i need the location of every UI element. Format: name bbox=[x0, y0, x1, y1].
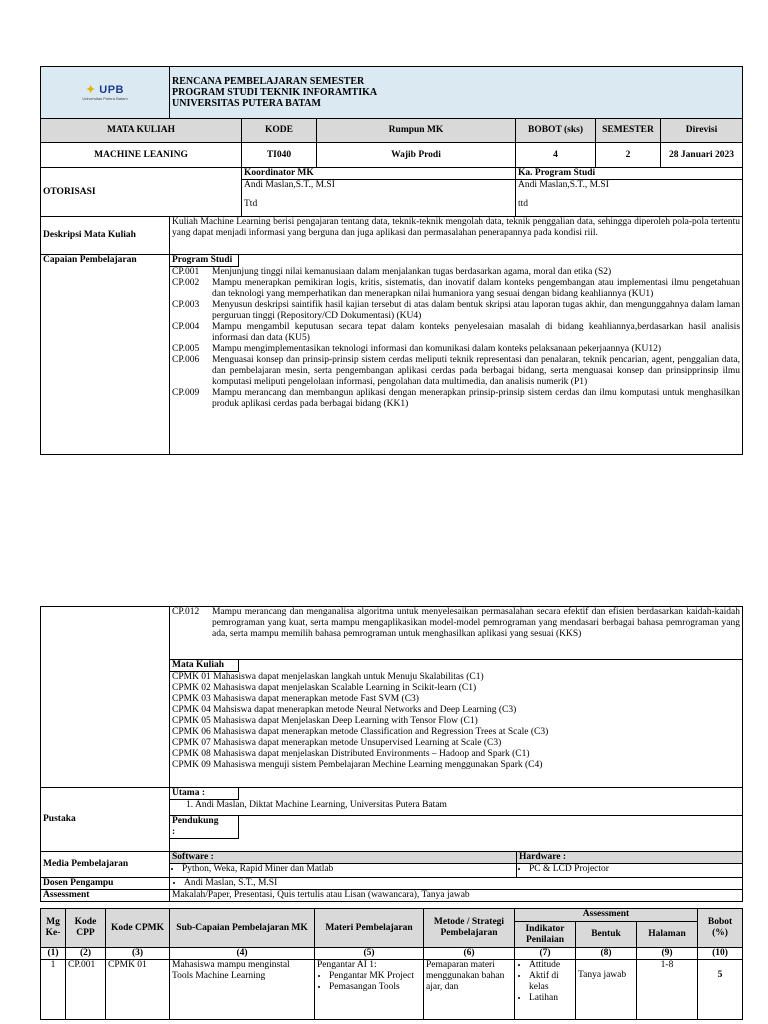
koordinator-sign: Ttd bbox=[244, 199, 258, 209]
media-label: Media Pembelajaran bbox=[41, 852, 170, 878]
capaian-label: Capaian Pembelajaran bbox=[41, 255, 170, 455]
materi-item: • Pengantar MK Project bbox=[329, 971, 421, 982]
col-kode-cpmk: Kode CPMK bbox=[106, 909, 170, 948]
cpmk-item: CPMK 06 Mahasiswa dapat menerapkan metode Classification and Regression Trees at Scale (C3) bbox=[172, 727, 549, 737]
cp-item: CP.002 Mampu menerapkan pemikiran logis, kritis, sistematis, dan inovatif dalam konteks pengembangan atau implementasi ilmu pengetahuan dan teknologi yang memperhatikan dan menerapkan nilai humaniora yang sesuai dengan bidang keahliannya (KU1) bbox=[172, 278, 741, 299]
hardware-label: Hardware : bbox=[517, 852, 742, 864]
col-metode: Metode / Strategi Pembelajaran bbox=[424, 909, 515, 948]
course-code: TI040 bbox=[242, 143, 317, 168]
col-direvisi: Direvisi bbox=[661, 119, 743, 143]
cp-item: CP.005 Mampu mengimplementasikan teknologi informasi dan komunikasi dalam konteks pelaksanaan pekerjaannya (KU12) bbox=[172, 344, 662, 354]
koordinator-label: Koordinator MK bbox=[242, 168, 515, 180]
cp-item: CP.009 Mampu merancang dan membangun aplikasi dengan menerapkan prinsip-prinsip sistem cerdas dan ilmu komputasi untuk menghasilkan produk aplikasi cerdas pada berbagai bidang (KK1) bbox=[172, 388, 741, 409]
cpmk-item: CPMK 05 Mahasiswa dapat Menjelaskan Deep Learning with Tensor Flow (C1) bbox=[172, 716, 478, 726]
koordinator-block bbox=[242, 168, 516, 217]
deskripsi-text: Kuliah Machine Learning berisi pengajaran tentang data, teknik-teknik mengolah data, teknik penggalian data, sehingga diperoleh pola-pola tertentu yang dapat menjadi informasi yang berguna dan juga aplikasi dan permasalahan penerapannya pada kondisi riil. bbox=[170, 217, 743, 255]
deskripsi-label: Deskripsi Mata Kuliah bbox=[41, 217, 170, 255]
col-halaman: Halaman bbox=[637, 922, 698, 948]
course-bobot: 4 bbox=[516, 143, 596, 168]
row1-bobot: 5 bbox=[698, 960, 743, 1020]
indikator-item: • Attitude bbox=[529, 960, 573, 971]
dosen-cell bbox=[170, 878, 743, 890]
software-label: Software : bbox=[170, 852, 516, 864]
utama-item: 1. Andi Maslan, Diktat Machine Learning, Universitas Putera Batam bbox=[186, 800, 447, 810]
cp012-row: CP.012 Mampu merancang dan menganalisa algoritma untuk menyelesaikan permasalahan secara efektif dan efisien berdasarkan kaidah-kaidah pemrograman yang kuat, serta mampu mengaplikasikan model-model pemrograman yang mendasari berbagai bahasa pemrograman yang ada, serta mampu memilih bahasa pemrograman untuk menghasilkan aplikasi yang sesuai (KKS) bbox=[170, 607, 743, 660]
cpmk-list bbox=[170, 672, 742, 771]
rps-header-table bbox=[40, 66, 743, 455]
cpmk-item: CPMK 02 Mahasiswa dapat menjelaskan Scalable Learning in Scikit-learn (C1) bbox=[172, 683, 477, 693]
indikator-item: • Latihan bbox=[529, 993, 573, 1004]
kaprodi-label: Ka. Program Studi bbox=[516, 168, 742, 180]
row1-materi: Pengantar AI 1: • Pengantar MK Project • Pemasangan Tools bbox=[315, 960, 424, 1020]
pendukung-label: Pendukung : bbox=[170, 816, 239, 839]
col-bobot-pct: Bobot (%) bbox=[698, 909, 743, 948]
kaprodi-block bbox=[516, 168, 743, 217]
koordinator-name: Andi Maslan,S.T., M.SI bbox=[244, 180, 335, 190]
row1-cpp: CP.001 bbox=[66, 960, 106, 1020]
rps-detail-table bbox=[40, 606, 743, 902]
row1-sub: Mahasiswa mampu menginstal Tools Machine Learning bbox=[170, 960, 315, 1020]
column-number: (5) bbox=[315, 948, 424, 960]
assessment-value: Makalah/Paper, Presentasi, Quis tertulis atau Lisan (wawancara), Tanya jawab bbox=[170, 890, 743, 902]
capaian-cont-label bbox=[41, 607, 170, 788]
col-materi: Materi Pembelajaran bbox=[315, 909, 424, 948]
capaian-content bbox=[170, 255, 743, 455]
col-kode-cpp: Kode CPP bbox=[66, 909, 106, 948]
cpmk-item: CPMK 08 Mahasiswa dapat menjelaskan Distributed Environments – Hadoop and Spark (C1) bbox=[172, 749, 530, 759]
cpmk-item: CPMK 03 Mahasiswa dapat menerapkan metode Fast SVM (C3) bbox=[172, 694, 419, 704]
kaprodi-sign: ttd bbox=[518, 199, 529, 209]
row1-indikator bbox=[515, 960, 576, 1020]
cp-list bbox=[170, 267, 742, 410]
cpmk-item: CPMK 09 Mahasiswa menguji sistem Pembelajaran Mechine Learning menggunakan Spark (C4) bbox=[172, 760, 543, 770]
utama-label: Utama : bbox=[170, 788, 239, 800]
row1-bentuk: Tanya jawab bbox=[576, 960, 637, 1020]
document-title: RENCANA PEMBELAJARAN SEMESTER PROGRAM STUDI TEKNIK INFORAMTIKA UNIVERSITAS PUTERA BATAM bbox=[170, 67, 743, 119]
col-rumpun: Rumpun MK bbox=[317, 119, 516, 143]
column-number: (8) bbox=[576, 948, 637, 960]
dosen-label: Dosen Pengampu bbox=[41, 878, 170, 890]
cpmk-block bbox=[170, 660, 743, 788]
schedule-table bbox=[40, 908, 743, 1020]
assessment-label: Assessment bbox=[41, 890, 170, 902]
program-studi-label: Program Studi bbox=[170, 255, 239, 267]
software-item: • Python, Weka, Rapid Miner dan Matlab bbox=[182, 864, 516, 875]
pustaka-pendukung bbox=[170, 816, 743, 852]
logo-cell bbox=[41, 67, 170, 119]
pustaka-utama bbox=[170, 788, 743, 816]
upb-logo: ✦ UPB Universitas Putera Batam bbox=[82, 83, 128, 101]
row1-metode: Pemaparan materi menggunakan bahan ajar, dan bbox=[424, 960, 515, 1020]
column-number: (10) bbox=[698, 948, 743, 960]
hardware-cell bbox=[517, 852, 743, 878]
cp-item: CP.006 Menguasai konsep dan prinsip-prinsip sistem cerdas meliputi teknik representasi dan penalaran, teknik pencarian, agent, penggalian data, dan pembelajaran mesin, serta pengembangan aplikasi cerdas pada berbagai bidang, serta menguasai konsep dan prinsipprinsip ilmu komputasi meliputi pengelolaan informasi, pengolahan data multimedia, dan analisis numerik (P1) bbox=[172, 355, 741, 387]
materi-item: • Pemasangan Tools bbox=[329, 982, 421, 993]
dosen-value: • Andi Maslan, S.T., M.SI bbox=[184, 878, 740, 889]
hardware-item: • PC & LCD Projector bbox=[529, 864, 742, 875]
column-number: (7) bbox=[515, 948, 576, 960]
course-name: MACHINE LEANING bbox=[41, 143, 242, 168]
cpmk-item: CPMK 01 Mahasiswa dapat menjelaskan langkah untuk Menuju Skalabilitas (C1) bbox=[172, 672, 484, 682]
col-semester: SEMESTER bbox=[596, 119, 661, 143]
column-number-row bbox=[41, 948, 743, 960]
row1-cpmk: CPMK 01 bbox=[106, 960, 170, 1020]
col-mg: Mg Ke- bbox=[41, 909, 66, 948]
col-kode: KODE bbox=[242, 119, 317, 143]
course-semester: 2 bbox=[596, 143, 661, 168]
row1-mg: 1 bbox=[41, 960, 66, 1020]
pustaka-label: Pustaka bbox=[41, 788, 170, 852]
mata-kuliah-label: Mata Kuliah bbox=[170, 660, 239, 672]
software-cell bbox=[170, 852, 517, 878]
col-indikator: Indikator Penilaian bbox=[515, 922, 576, 948]
indikator-item: • Aktif di kelas bbox=[529, 971, 573, 993]
column-number: (9) bbox=[637, 948, 698, 960]
column-number: (4) bbox=[170, 948, 315, 960]
row1-halaman: 1-8 bbox=[637, 960, 698, 1020]
column-number: (2) bbox=[66, 948, 106, 960]
col-bentuk: Bentuk bbox=[576, 922, 637, 948]
cpmk-item: CPMK 04 Mahsiswa dapat menerapkan metode Neural Networks and Deep Learning (C3) bbox=[172, 705, 517, 715]
column-number: (1) bbox=[41, 948, 66, 960]
column-number: (6) bbox=[424, 948, 515, 960]
course-revision-date: 28 Januari 2023 bbox=[661, 143, 743, 168]
col-sub-capaian: Sub-Capaian Pembelajaran MK bbox=[170, 909, 315, 948]
cp-item: CP.001 Menjunjung tinggi nilai kemanusiaan dalam menjalankan tugas berdasarkan agama, moral dan etika (S2) bbox=[172, 267, 612, 277]
cp-item: CP.004 Mampu mengambil keputusan secara tepat dalam konteks penyelesaian masalah di bidang keahliannya,berdasarkan hasil analisis informasi dan data (KU5) bbox=[172, 322, 741, 343]
column-number: (3) bbox=[106, 948, 170, 960]
col-assessment: Assessment bbox=[515, 909, 698, 922]
cpmk-item: CPMK 07 Mahasiswa dapat menerapkan metode Unsupervised Learning at Scale (C3) bbox=[172, 738, 502, 748]
cp-item: CP.003 Menyusun deskripsi saintifik hasil kajian tersebut di atas dalam bentuk skripsi atau laporan tugas akhir, dan mengunggahnya dalam laman perguruan tinggi (Repository/CD Dokumentasi) (KU4) bbox=[172, 300, 741, 321]
col-mata-kuliah: MATA KULIAH bbox=[41, 119, 242, 143]
col-bobot: BOBOT (sks) bbox=[516, 119, 596, 143]
otorisasi-label: OTORISASI bbox=[41, 168, 242, 217]
kaprodi-name: Andi Maslan,S.T., M.SI bbox=[518, 180, 609, 190]
course-rumpun: Wajib Prodi bbox=[317, 143, 516, 168]
